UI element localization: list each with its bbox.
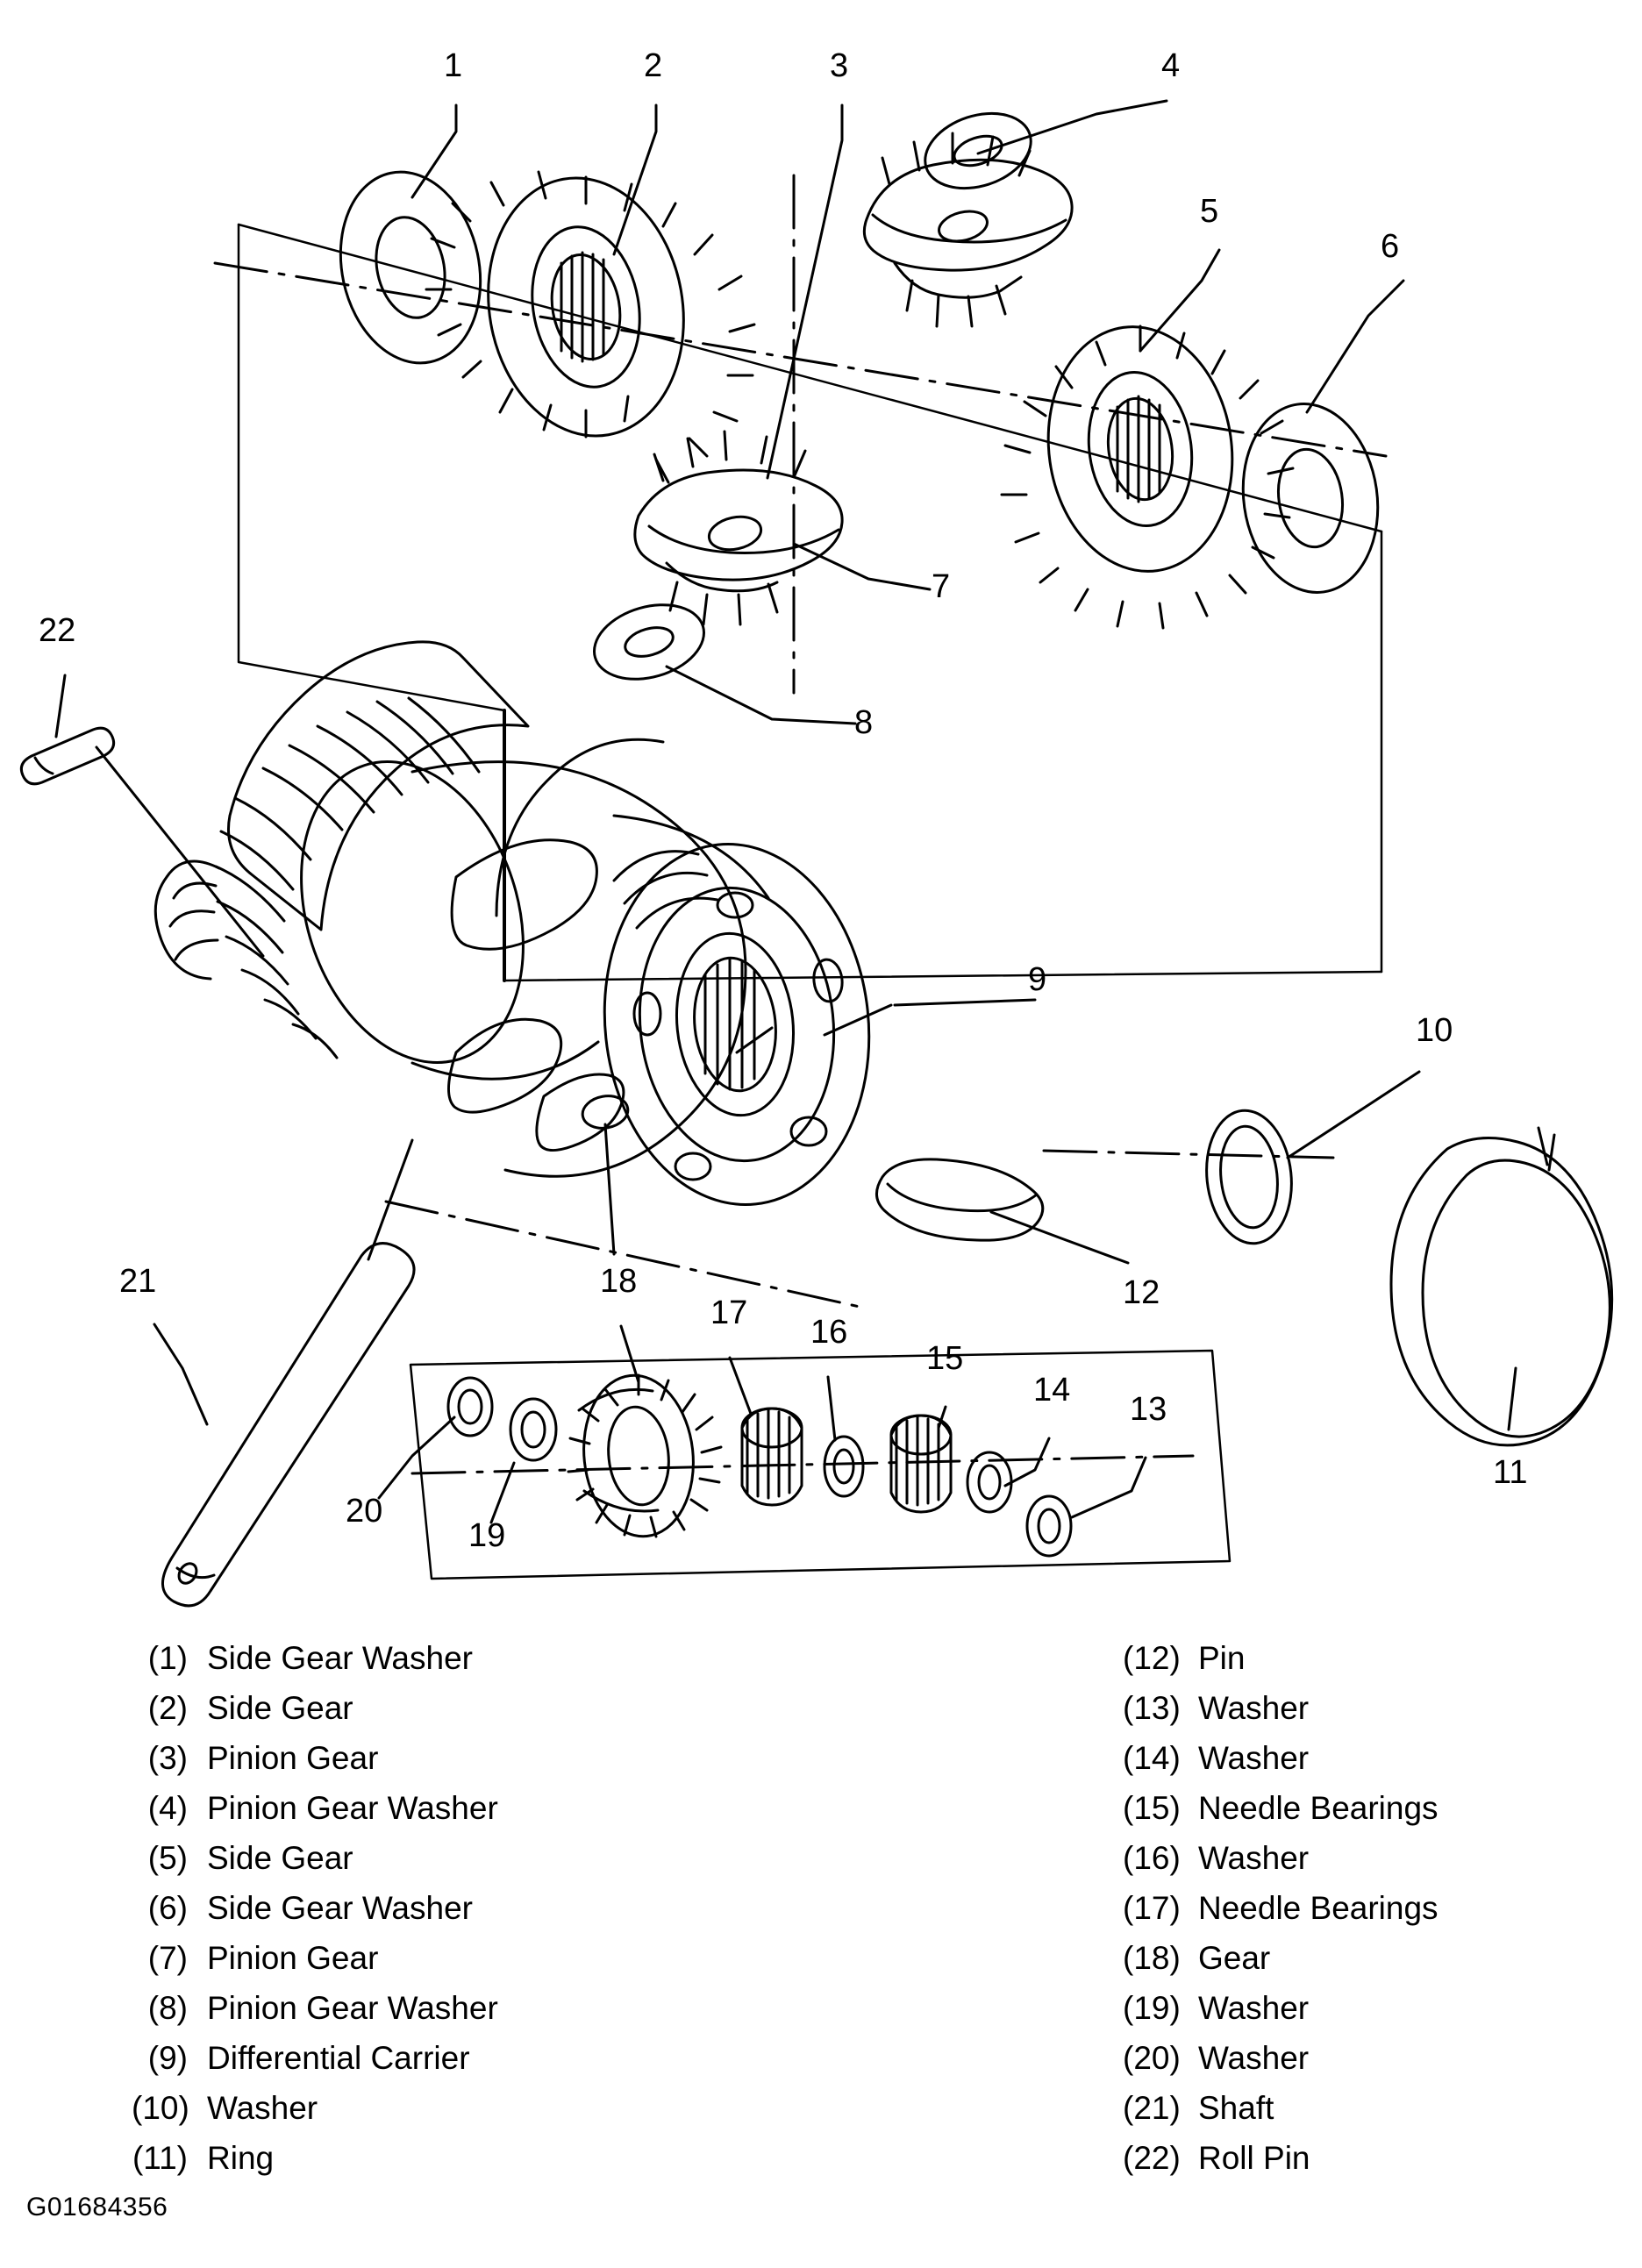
part-9-differential-carrier (155, 642, 886, 1218)
leader-5 (1140, 250, 1219, 351)
callout-18: 18 (600, 1263, 638, 1300)
callout-13: 13 (1130, 1391, 1167, 1428)
figure-code: G01684356 (26, 2193, 168, 2222)
callout-8: 8 (854, 704, 874, 741)
callout-4: 4 (1161, 47, 1181, 84)
part-3-pinion-gear (864, 133, 1072, 326)
legend-number: (7) (147, 1940, 188, 1976)
legend-label: Ring (207, 2140, 275, 2176)
legend-number: (20) (1123, 2040, 1181, 2076)
callout-20: 20 (346, 1493, 383, 1530)
leader-8 (667, 667, 855, 724)
legend-item (1123, 1690, 1439, 1740)
projection-line-bottom2 (504, 972, 1381, 981)
legend (0, 1640, 1642, 2184)
legend-number: (14) (1123, 1740, 1181, 1776)
callout-19: 19 (468, 1517, 506, 1554)
part-8-pinion-gear-washer (585, 593, 712, 691)
legend-item (1123, 1640, 1439, 1690)
callout-22: 22 (39, 612, 76, 649)
legend-number: (11) (132, 2140, 188, 2176)
legend-label: Side Gear Washer (207, 1640, 473, 1676)
legend-number: (2) (147, 1690, 188, 1726)
leader-22 (56, 675, 65, 737)
legend-label: Pinion Gear Washer (207, 1790, 498, 1826)
legend-item (132, 1690, 498, 1740)
leader-16 (828, 1377, 835, 1440)
legend-item (1123, 1940, 1439, 1990)
legend-number: (13) (1123, 1690, 1181, 1726)
legend-item (132, 1790, 498, 1840)
leader-11 (1509, 1368, 1516, 1430)
legend-label: Gear (1198, 1940, 1271, 1976)
legend-item (1123, 1990, 1439, 2040)
legend-label: Pinion Gear Washer (207, 1990, 498, 2026)
leader-6 (1307, 281, 1403, 412)
legend-number: (10) (132, 2090, 189, 2126)
part-22-roll-pin (21, 728, 113, 784)
legend-label: Side Gear Washer (207, 1890, 473, 1926)
legend-item (1123, 2040, 1439, 2090)
leader-22b (96, 747, 263, 956)
legend-label: Washer (1198, 1740, 1310, 1776)
legend-number: (15) (1123, 1790, 1181, 1826)
leader-3 (767, 105, 842, 478)
part-1-side-gear-washer (324, 159, 497, 376)
legend-label: Pinion Gear (207, 1940, 379, 1976)
leader-18b (605, 1124, 614, 1254)
legend-number: (3) (147, 1740, 188, 1776)
legend-label: Pinion Gear (207, 1740, 379, 1776)
legend-item (132, 2140, 498, 2190)
callout-3: 3 (830, 47, 849, 84)
callout-17: 17 (710, 1294, 748, 1331)
legend-item (132, 1840, 498, 1890)
callout-10: 10 (1416, 1012, 1453, 1049)
leader-13 (1072, 1458, 1146, 1517)
legend-label: Washer (1198, 2040, 1310, 2076)
callout-9: 9 (1028, 961, 1047, 998)
part-19-washer (510, 1399, 556, 1460)
callout-12: 12 (1123, 1274, 1160, 1311)
callout-11: 11 (1493, 1454, 1528, 1491)
leader-9 (895, 1000, 1035, 1005)
part-5-side-gear (1002, 315, 1293, 628)
legend-item (132, 1890, 498, 1940)
legend-item (132, 1740, 498, 1790)
part-11-ring (1391, 1128, 1612, 1445)
legend-item (1123, 2090, 1439, 2140)
projection-line-left (239, 225, 504, 710)
legend-label: Washer (1198, 1840, 1310, 1876)
legend-column-left (132, 1640, 498, 2190)
callout-16: 16 (810, 1314, 848, 1351)
legend-number: (19) (1123, 1990, 1181, 2026)
legend-number: (5) (147, 1840, 188, 1876)
leader-7 (794, 544, 930, 589)
legend-number: (16) (1123, 1840, 1181, 1876)
legend-item (1123, 1790, 1439, 1840)
part-4-pinion-gear-washer (916, 101, 1041, 201)
callout-21: 21 (119, 1263, 157, 1300)
part-10-washer (1200, 1106, 1297, 1247)
legend-number: (22) (1123, 2140, 1181, 2176)
legend-item (132, 2040, 498, 2090)
legend-number: (12) (1123, 1640, 1181, 1676)
callout-6: 6 (1381, 228, 1400, 265)
legend-number: (8) (147, 1990, 188, 2026)
legend-number: (9) (147, 2040, 188, 2076)
callout-14: 14 (1033, 1372, 1071, 1409)
legend-label: Washer (207, 2090, 318, 2126)
callout-15: 15 (926, 1340, 964, 1377)
legend-number: (21) (1123, 2090, 1181, 2126)
legend-label: Shaft (1198, 2090, 1274, 2126)
legend-item (1123, 1840, 1439, 1890)
part-13-washer (1027, 1496, 1071, 1556)
part-20-washer (448, 1378, 492, 1436)
legend-item (132, 1990, 498, 2040)
leader-21 (154, 1324, 207, 1424)
part-17-needle-bearings (742, 1409, 802, 1505)
center-axis-upper (215, 263, 1386, 456)
callout-7: 7 (932, 568, 951, 605)
legend-number: (17) (1123, 1890, 1181, 1926)
legend-number: (18) (1123, 1940, 1181, 1976)
legend-label: Needle Bearings (1198, 1790, 1439, 1826)
legend-column-right (1123, 1640, 1439, 2190)
part-21-shaft (162, 1244, 414, 1606)
legend-number: (4) (147, 1790, 188, 1826)
leader-10 (1288, 1072, 1419, 1158)
callout-5: 5 (1200, 193, 1219, 230)
legend-item (1123, 2140, 1439, 2190)
legend-item (1123, 1890, 1439, 1940)
leader-2 (614, 105, 656, 254)
legend-item (1123, 1740, 1439, 1790)
legend-item (132, 1940, 498, 1990)
part-7-pinion-gear (635, 431, 842, 624)
part-15-needle-bearings (891, 1416, 951, 1512)
callout-1: 1 (444, 47, 463, 84)
legend-label: Pin (1198, 1640, 1246, 1676)
legend-number: (6) (147, 1890, 188, 1926)
leader-21b (368, 1140, 412, 1259)
part-2-side-gear (426, 162, 754, 482)
legend-label: Needle Bearings (1198, 1890, 1439, 1926)
sub-assembly-box (410, 1351, 1230, 1579)
legend-label: Side Gear (207, 1840, 353, 1876)
legend-label: Differential Carrier (207, 2040, 470, 2076)
legend-item (132, 1640, 498, 1690)
leader-17 (730, 1358, 751, 1414)
part-12-pin (876, 1159, 1042, 1240)
legend-number: (1) (147, 1640, 188, 1676)
leader-4 (978, 101, 1167, 153)
legend-item (132, 2090, 498, 2140)
legend-label: Roll Pin (1198, 2140, 1310, 2176)
leader-18 (621, 1326, 639, 1382)
part-16-washer (825, 1437, 863, 1496)
callout-2: 2 (644, 47, 663, 84)
part-18-gear (568, 1370, 721, 1542)
legend-label: Washer (1198, 1690, 1310, 1726)
legend-label: Side Gear (207, 1690, 353, 1726)
legend-label: Washer (1198, 1990, 1310, 2026)
